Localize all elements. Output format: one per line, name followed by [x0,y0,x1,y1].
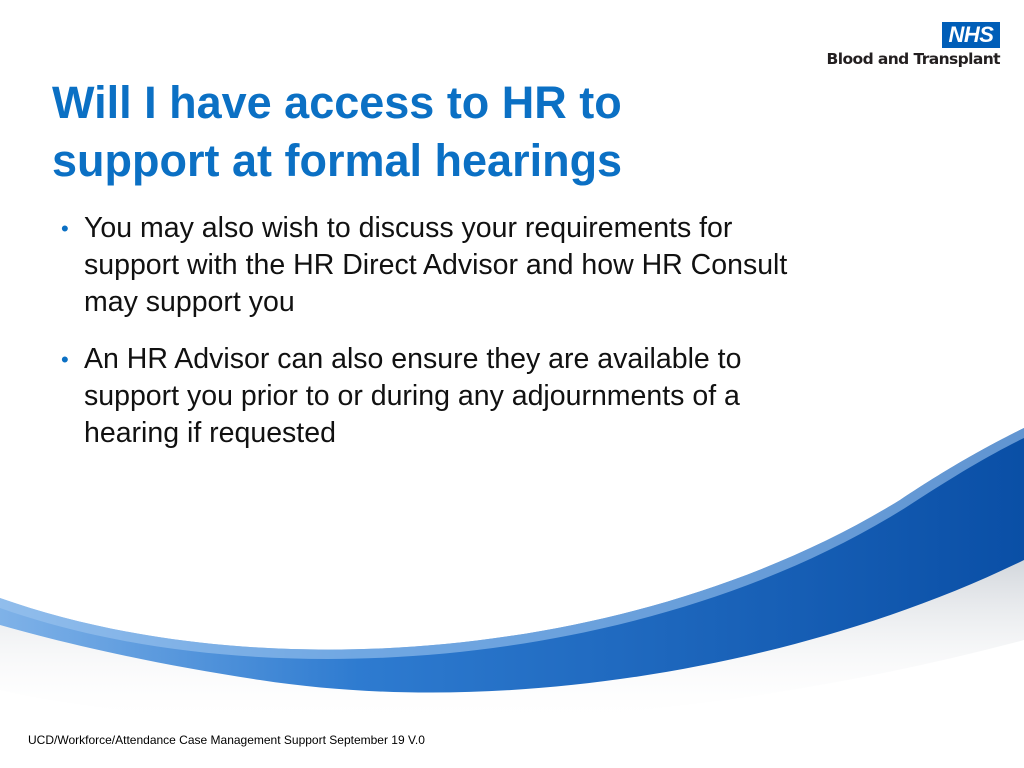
bullet-item [60,341,820,452]
footer-text: UCD/Workforce/Attendance Case Management Support September 19 V.0 [28,733,425,747]
slide-title [52,74,752,190]
bullet-list [60,210,820,472]
nhs-logo-badge: NHS [942,22,1000,48]
bullet-text: An HR Advisor can also ensure they are available to support you prior to or during any adjournments of a hearing if requested [84,343,742,449]
bullet-dot-icon: • [61,347,69,372]
bullet-dot-icon: • [61,216,69,241]
nhs-blood-and-transplant-logo [800,22,1000,72]
bullet-item [60,210,820,321]
slide-title-line-2: support at formal hearings [52,135,623,186]
slide-title-line-1: Will I have access to HR to [52,77,622,128]
organisation-name: Blood and Transplant [826,50,1000,68]
bullet-text: You may also wish to discuss your requirements for support with the HR Direct Advisor and how HR Consult may support you [84,212,788,318]
